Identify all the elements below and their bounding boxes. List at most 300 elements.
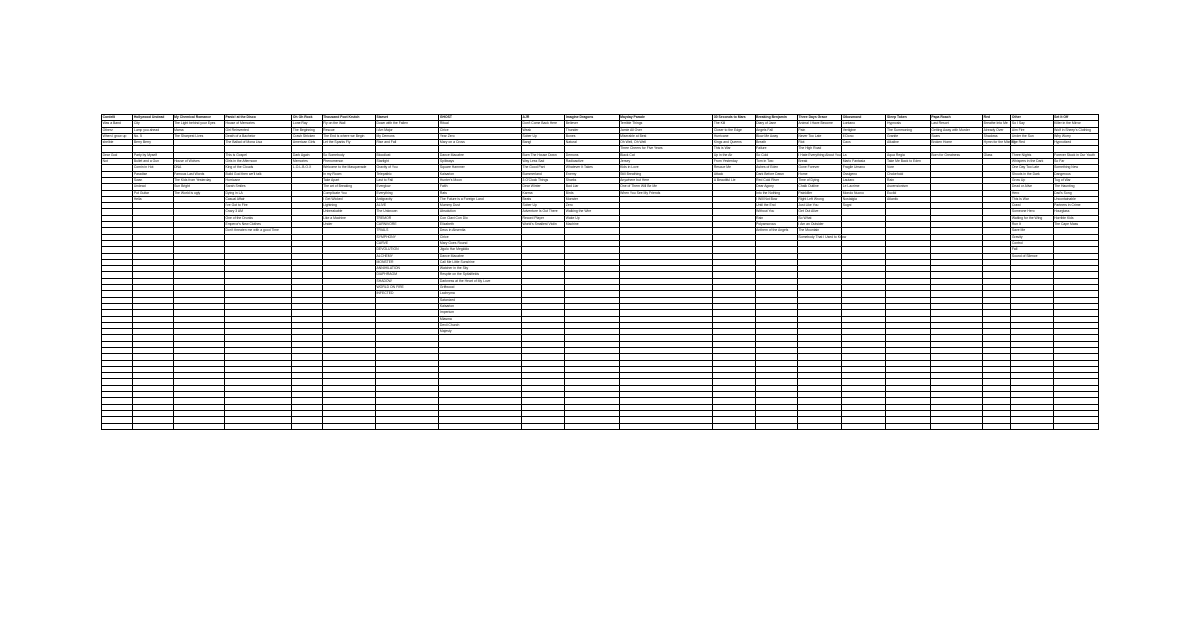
column-header: Panic! at the Disco [224, 115, 291, 121]
table-cell: Mama [173, 127, 224, 133]
table-cell: Girls in the Afternoon [224, 159, 291, 165]
table-cell: Hurricane [713, 133, 755, 139]
table-cell: Time of Dying [797, 177, 841, 183]
table-cell: Closer to the Edge [713, 127, 755, 133]
table-cell: Rescue [322, 127, 375, 133]
table-cell: Get Out Alive [797, 209, 841, 215]
table-cell: So I Say [1011, 121, 1053, 127]
table-cell: Dear Agony [755, 184, 797, 190]
table-cell: TRIALS [375, 228, 438, 234]
table-cell: Like a Machine [322, 215, 375, 221]
table-cell: Hymn for the Missing [983, 140, 1016, 145]
table-cell: Animal I Have Become [797, 121, 841, 127]
table-cell: Until the End [755, 203, 797, 209]
table-cell: Kids in Love [619, 165, 713, 171]
table-cell: Control [1011, 240, 1053, 246]
table-cell: Killer in the Mirror [1053, 121, 1098, 127]
table-cell: Vore [886, 165, 930, 171]
table-cell: Dance Macabre [439, 253, 522, 259]
table-cell: SYMPHONY [375, 234, 438, 240]
table-cell [886, 423, 930, 429]
table-cell: Sober Up [521, 133, 564, 139]
table-cell [173, 423, 224, 429]
column-header: Three Days Grace [797, 115, 841, 121]
table-cell [983, 423, 1011, 429]
table-cell: Blow Me Away [755, 133, 797, 139]
table-cell: Imperium [439, 310, 522, 316]
table-cell: The Cape Mass [1053, 222, 1098, 228]
table-cell: My Demons [375, 133, 438, 139]
table-cell: Rain [755, 215, 797, 221]
table-cell: CARNIVORE [375, 222, 438, 228]
table-cell: L.O.L.B.O.X [292, 165, 322, 171]
table-cell [755, 423, 797, 429]
table-cell: Lachryma [439, 291, 522, 297]
table-cell: Partners in Crime [1053, 203, 1098, 209]
table-cell: Everglow [375, 184, 438, 190]
table-cell: Mary Goes Round [439, 240, 522, 246]
table-cell: Build God then we'll talk [224, 171, 291, 177]
table-cell: Kings and Queens [713, 140, 755, 146]
table-cell: Take Me Back to Eden [886, 159, 930, 165]
table-cell: This Is War [1011, 196, 1053, 202]
column-header: Starset [375, 115, 438, 121]
table-cell: Thunder [565, 127, 619, 133]
table-cell: One Day Too Late [1011, 165, 1053, 171]
table-cell: I Hate Everything About You [798, 152, 841, 157]
table-cell: Rain [886, 177, 930, 183]
table-cell: Whatever It Takes [565, 165, 619, 171]
table-cell: Ascensionism [886, 184, 930, 190]
table-cell: The Unknown [375, 209, 438, 215]
table-cell: Bang! [521, 140, 564, 146]
table-cell: Breathe Into Me [983, 121, 1011, 127]
table-cell: Something New [1053, 165, 1098, 171]
table-cell: Polyamorous [755, 222, 797, 228]
table-cell: Last to Fall [375, 177, 438, 183]
table-cell: Ossigeno [842, 171, 886, 177]
table-cell: Con Clavi Con Dio [439, 215, 522, 221]
table-cell: Otherz [102, 127, 133, 133]
table-cell: Record Player [521, 215, 564, 221]
table-cell: Monster [565, 196, 619, 202]
table-cell [1011, 423, 1053, 429]
table-cell: Hypnosis [886, 121, 930, 127]
table-cell: This is War [713, 146, 755, 152]
table-cell: When I grow up [102, 133, 133, 139]
table-cell: Grow Up [1011, 177, 1053, 183]
table-cell: Already Over [983, 127, 1011, 133]
table-cell: King of the Clouds [224, 165, 291, 171]
table-cell: Dance Macabre [439, 152, 522, 158]
table-cell: Rise and Fall [375, 140, 438, 146]
table-cell: Sun Bright [173, 184, 224, 190]
table-cell: When You See My Friends [619, 190, 713, 196]
column-header: My Chemical Romance [173, 115, 224, 121]
table-cell: ALCHEMY [375, 253, 438, 259]
table-cell: CARVE [375, 240, 438, 246]
table-cell: DEVOLUTION [375, 247, 438, 253]
table-cell: Forever Stuck in Our Youth [1053, 152, 1098, 158]
table-cell: Bones [565, 133, 619, 139]
table-cell: Radioactive [565, 159, 619, 165]
table-cell: The art of Breaking [322, 184, 375, 190]
table-cell: Horrible Kids [1053, 215, 1098, 221]
table-cell: Fall [1011, 247, 1053, 253]
table-cell: Dangerous [1053, 171, 1098, 177]
table-cell: Starlight [375, 159, 438, 165]
table-cell: Spillways [439, 159, 522, 165]
table-cell: Darkness at the Heart of My Love [439, 278, 522, 284]
table-cell: Into the Nothing [755, 190, 797, 196]
table-cell: Zero [565, 203, 619, 209]
table-cell: Believer [565, 121, 619, 127]
table-cell: Wolf in Sheep's Clothing [1053, 127, 1098, 133]
table-cell: Sound of Silence [1011, 253, 1053, 259]
table-cell: House of Wolves [173, 159, 224, 165]
table-cell: Dead or Alive [1011, 184, 1053, 190]
table-cell: No. 5 [133, 133, 173, 139]
column-header: Imagine Dragons [565, 115, 619, 121]
table-cell: Adventure Is Out There [521, 209, 564, 215]
table-cell: So Far [1053, 159, 1098, 165]
table-cell: Enemy [565, 171, 619, 177]
table-cell: One of Them Will Be Me [619, 184, 713, 190]
table-cell: Lontano [842, 121, 886, 127]
table-cell: Pot Guitar [133, 190, 173, 196]
table-cell: Gone Forever [797, 165, 841, 171]
table-cell: Death of a Bachelor [224, 133, 291, 139]
table-cell: The Sharpest Lives [173, 133, 224, 139]
table-cell: From Yesterday [713, 159, 755, 165]
table-cell: Telepathic [375, 171, 438, 177]
table-cell: Down with the Fallen [375, 121, 438, 127]
table-cell: The Mountain [797, 228, 841, 234]
table-cell: Failure [755, 146, 797, 152]
table-cell: So Cold [755, 152, 797, 158]
table-cell: Sarah Smiles [224, 184, 291, 190]
table-cell: Bullet and a Gun [133, 159, 173, 165]
table-cell: Undead [133, 184, 173, 190]
table-cell [930, 423, 982, 429]
table-cell: Bummerland [521, 171, 564, 177]
table-cell: The Light behind your Eyes [173, 121, 224, 127]
table-cell: Gravity of You [375, 165, 438, 171]
table-cell: In my Room [322, 171, 375, 177]
table-cell: Why Worry [1053, 133, 1098, 139]
table-cell: I Get Wicked [322, 196, 375, 202]
table-cell: Three Nights [1011, 152, 1053, 158]
table-cell: Gravity [1011, 234, 1053, 240]
table-cell: Antigravity [375, 196, 438, 202]
table-cell [292, 423, 322, 429]
table-cell: House of Memories [224, 121, 291, 127]
column-header: Set It Off [1053, 115, 1098, 121]
table-cell: WORLD ON FIRE [375, 285, 438, 291]
table-cell: So What [797, 215, 841, 221]
table-cell: Girl Reinvented [224, 127, 291, 133]
column-header: 30 Seconds to Mars [713, 115, 755, 121]
table-cell: Dear Winter [521, 184, 564, 190]
table-cell [619, 423, 713, 429]
table-cell: Party by Myself [133, 152, 173, 158]
column-header: Breaking Benjamin [755, 115, 797, 121]
table-cell: Take Apart [322, 177, 375, 183]
table-cell: Shadows [983, 133, 1011, 139]
table-cell: ANNIHILATION [375, 266, 438, 272]
table-cell: Let the Sparks Fly [322, 140, 375, 146]
table-cell: Anywhere but Here [619, 177, 713, 183]
table-cell: Phenomenon [322, 159, 375, 165]
table-cell: Hourglass [1053, 209, 1098, 215]
table-cell: Under the Sun [1011, 133, 1053, 139]
table-cell: Broken Home [930, 140, 982, 146]
table-cell: TREMOR [375, 215, 438, 221]
table-cell: Not [102, 159, 133, 165]
table-cell: Break [797, 159, 841, 165]
table-cell: ALIVE [375, 203, 438, 209]
table-cell: DNA [173, 165, 224, 171]
table-cell: Dark Again [292, 152, 322, 158]
table-cell: Jersey [619, 159, 713, 165]
column-header: Sleep Token [886, 115, 930, 121]
table-cell: Painkiller [797, 190, 841, 196]
column-header: GHOST [439, 115, 522, 121]
column-header: AJR [521, 115, 564, 121]
table-cell: American Girls [292, 140, 322, 146]
table-cell: Bad Liar [565, 184, 619, 190]
table-cell: This is Gospel [224, 152, 291, 158]
table-cell: Square Hammer [439, 165, 522, 171]
table-cell: Somebody That I Used to Know [798, 234, 847, 239]
table-cell: Glass [983, 152, 1011, 158]
table-cell: shelbie [102, 140, 133, 146]
table-cell: Hella [133, 196, 173, 202]
table-cell: Demons [565, 152, 619, 158]
table-cell: Walking the Wire [565, 209, 619, 215]
table-cell [102, 423, 133, 429]
table-cell: Was a Band [102, 121, 133, 127]
table-cell: Faith [439, 184, 522, 190]
table-cell: Whispers in the Dark [1011, 159, 1053, 165]
column-header: Cordelli [102, 115, 133, 121]
table-cell: Beats [521, 196, 564, 202]
table-cell: Ritual [439, 121, 522, 127]
table-cell: Home [797, 171, 841, 177]
table-cell: Fly on the Wall [322, 121, 375, 127]
table-cell: SHADOW [375, 278, 438, 284]
table-cell: Cirice [439, 234, 522, 240]
table-cell [565, 423, 619, 429]
table-cell: Berry Berry [133, 140, 173, 146]
table-cell: Le Lacrime [842, 184, 886, 190]
table-cell: Majesty [439, 329, 522, 335]
table-cell: Machine [565, 222, 619, 228]
table-cell: Sogni [842, 203, 886, 209]
table-cell: Call Me Little Sunshine [439, 259, 522, 265]
table-cell: Paradise [133, 171, 173, 177]
table-cell: Alkaline [886, 140, 930, 146]
table-cell: Rats [439, 190, 522, 196]
table-cell: Terrible Things [619, 121, 713, 127]
table-cell: I Am Major [375, 127, 438, 133]
table-cell: Hunter's Moon [439, 177, 522, 183]
table-cell: Comin in Hot [133, 165, 173, 171]
table-cell: The Red [1011, 140, 1053, 146]
table-cell: Vertigine [842, 127, 886, 133]
table-cell: One of the Drunks [224, 215, 291, 221]
table-cell: Caos [842, 140, 886, 146]
table-cell: Hypnotized [1053, 140, 1098, 146]
table-cell: Natural [565, 140, 619, 146]
table-cell: Memories [292, 159, 322, 165]
table-cell: Way Less Sad [521, 159, 564, 165]
table-cell: Oh Well, Oh Well [619, 140, 713, 146]
table-cell: Deus in Absentia [439, 228, 522, 234]
table-cell: Chokehold [886, 171, 930, 177]
table-cell: Satanized [439, 297, 522, 303]
column-header: Papa Roach [930, 115, 982, 121]
table-cell: Crazy 3 AM [224, 209, 291, 215]
table-cell: Rescue Me [713, 165, 755, 171]
table-cell: The Ballad of Mona Lisa [224, 140, 291, 146]
table-cell: Don't Come Back Here [521, 121, 564, 127]
table-cell: La [842, 152, 886, 158]
table-cell: Sober Up [521, 203, 564, 209]
table-cell: Weak [521, 127, 564, 133]
table-cell: Chalk Outline [797, 184, 841, 190]
table-cell: The Future is a Foreign Land [439, 196, 522, 202]
table-cell: The Haunting [1053, 184, 1098, 190]
table-cell: Il Dono [842, 133, 886, 139]
table-cell: Lightning [322, 203, 375, 209]
table-cell: Kaisarion [439, 171, 522, 177]
table-cell: Karma [521, 190, 564, 196]
table-cell: Absolution [439, 209, 522, 215]
table-cell: Up in the Air [713, 152, 755, 158]
table-cell: Fragile Umano [842, 165, 886, 171]
table-cell: Griftwood [439, 285, 522, 291]
table-cell: The Summoning [886, 127, 930, 133]
table-cell: Red Cold River [755, 177, 797, 183]
table-cell: Pain [797, 127, 841, 133]
table-cell: Riot [797, 140, 841, 146]
table-cell: Without You [755, 209, 797, 215]
table-cell: Ashes of Eden [755, 165, 797, 171]
table-cell: The Kill [713, 121, 755, 127]
table-cell: The End is where we Begin [322, 133, 375, 139]
table-cell: Someone Hero [1011, 209, 1053, 215]
spreadsheet-table [101, 114, 1099, 430]
table-cell: Granite [886, 133, 930, 139]
column-header: Other [1011, 115, 1053, 121]
table-cell: Dad's Song [1053, 190, 1098, 196]
column-header: Thousand Foot Krutch [322, 115, 375, 121]
column-header: Hollywood Undead [133, 115, 173, 121]
table-cell [224, 423, 291, 429]
table-cell: Famous Last Words [173, 171, 224, 177]
column-header: Red [983, 115, 1011, 121]
table-cell: Uncontainable [1053, 196, 1098, 202]
table-cell [842, 423, 886, 429]
table-cell: Run It [1011, 222, 1053, 228]
table-cell: Angels Fall [755, 127, 797, 133]
table-cell: The Kids from Yesterday [173, 177, 224, 183]
table-cell: Watcher in the Sky [439, 266, 522, 272]
table-cell: I Will Not Bow [755, 196, 797, 202]
table-cell: Never Too Late [797, 133, 841, 139]
table-cell: The World is ugly [173, 190, 224, 196]
column-header: Oikosmond [842, 115, 886, 121]
table-cell: Crash Stricken [292, 133, 322, 139]
table-cell: Kaisarion [439, 303, 522, 309]
table-cell: Marlo Fantasia [842, 159, 886, 165]
table-cell: Emperor's New Clothes [224, 222, 291, 228]
table-cell: MONSTER [375, 259, 438, 265]
table-cell [1053, 423, 1098, 429]
table-cell: Don't threaten me with a good Time [224, 228, 291, 234]
table-cell: DIAPHRAGM [375, 272, 438, 278]
table-cell [133, 423, 173, 429]
table-cell: Respite on the Spitalfields [439, 272, 522, 278]
table-cell: Devil Church [439, 322, 522, 328]
table-cell: Sharks [565, 177, 619, 183]
table-cell: So Somebody [322, 152, 375, 158]
table-cell: City [133, 121, 173, 127]
table-cell: Tug of War [1053, 177, 1098, 183]
table-cell: Save Me [1011, 228, 1053, 234]
table-cell: World's Smallest Violin [521, 222, 564, 228]
table-cell: I've Got to Fire [224, 203, 291, 209]
table-cell: Wake Up [565, 215, 619, 221]
table-cell: Just Like You [797, 203, 841, 209]
table-cell: Casual Affair [224, 196, 291, 202]
table-cell: Anthem of the Angels [755, 228, 797, 234]
table-cell [521, 423, 564, 429]
table-cell: The Good Part [521, 165, 564, 171]
table-cell: The High Road [797, 146, 841, 152]
table-cell: Welcome to the Masquerade [322, 165, 375, 171]
table-cell: INFECTED [375, 291, 438, 297]
table-cell: Three Cheers for Five Years [619, 146, 713, 152]
table-cell: Atlantic [886, 196, 930, 202]
table-cell: Aqua Regia [886, 152, 930, 158]
table-cell: Aim Fire [1011, 127, 1053, 133]
table-cell: A Beautiful Lie [713, 177, 755, 183]
table-cell: Breath [755, 140, 797, 146]
table-cell: Jigolo Har Megiddo [439, 247, 522, 253]
table-cell: Crawl [1011, 203, 1053, 209]
table-cell: Hero [1011, 190, 1053, 196]
table-cell: Diary of Jane [755, 121, 797, 127]
table-row [102, 423, 1099, 429]
table-cell: Jamie All Over [619, 127, 713, 133]
table-cell: Complicate You [322, 190, 375, 196]
table-cell [322, 423, 375, 429]
column-header: Oh Oh Rock [292, 115, 322, 121]
table-cell: Miserable at Best [619, 133, 713, 139]
table-cell: Miasma [439, 316, 522, 322]
table-cell: Shouts in the Dark [1011, 171, 1053, 177]
table-cell: Dying in LA [224, 190, 291, 196]
table-cell: Year Zero [439, 133, 522, 139]
table-cell: Dark Before Dawn [755, 171, 797, 177]
table-cell [797, 423, 841, 429]
table-cell: Under [322, 222, 375, 228]
table-cell: Dear God [102, 152, 133, 158]
table-cell: Lautaro [842, 177, 886, 183]
table-cell: Waiting for the Wing [1011, 215, 1053, 221]
